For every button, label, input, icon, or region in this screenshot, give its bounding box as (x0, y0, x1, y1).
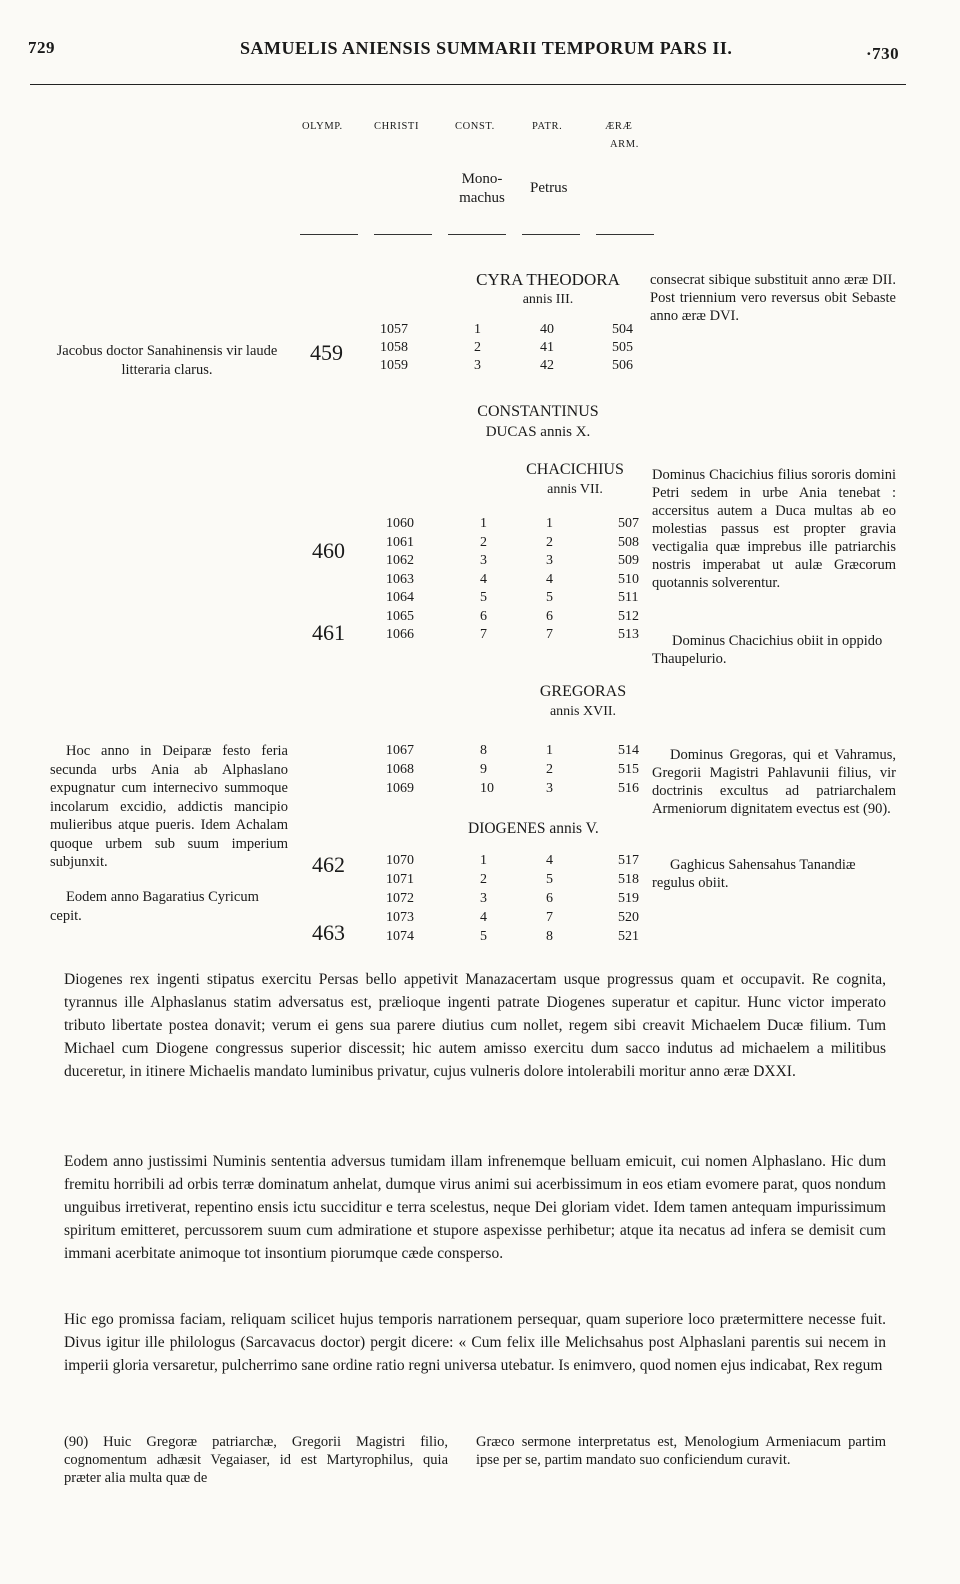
table-row (386, 535, 656, 554)
footnote-right: Græco sermone interpretatus est, Menologium Armeniacum partim ipse per se, partim mandato suo conficiendum curavit. (476, 1434, 886, 1468)
head-const-line1: Mono- (461, 171, 503, 187)
emperor-constantinus (452, 402, 624, 442)
cell-arm: 508 (618, 534, 639, 550)
cell-patr: 3 (546, 781, 553, 796)
olymp-number: 459 (310, 340, 343, 365)
table-block3a (386, 743, 656, 800)
cell-patr: 40 (540, 322, 554, 337)
right-note: Dominus Chacichius filius sororis domini Petri sedem in urbe Ania tenebat : accersitus autem a Duca multas ab eo molestias passus est propter gravia vectigalia quæ imprebus ille patriarchis nostris imperabat ut aulæ Græcorum quotannis solverentur. (652, 467, 896, 591)
col-olymp: OLYMP. (302, 121, 343, 132)
cell-christi: 1068 (386, 762, 414, 777)
cell-arm: 504 (612, 322, 633, 337)
cell-const: 5 (480, 590, 487, 605)
cell-patr: 41 (540, 340, 554, 355)
table-block2 (386, 516, 656, 646)
head-patr-name: Petrus (530, 180, 568, 196)
table-row (386, 872, 656, 891)
emperor-theodora (462, 270, 634, 310)
cell-patr: 5 (546, 872, 553, 887)
cell-arm: 512 (618, 608, 639, 624)
cell-const: 6 (480, 608, 487, 624)
cell-arm: 516 (618, 781, 639, 796)
paragraph: Hic ego promissa faciam, reliquam scilicet hujus temporis narrationem persequar, quam superiore loco prætermittere necesse fuit. Divus igitur ille philologus (Sarcavacus doctor) pergit dicere: « Cum felix ille Melichsahus post Alphaslani parentis sui necem in imperii gloria versaretur, pulcherrimo sane ordine ratio regni universa utebatur. Is enimvero, quod nomen ejus indicabat, Rex regum (64, 1311, 886, 1374)
head-const-name (450, 170, 514, 208)
paragraph: Diogenes rex ingenti stipatus exercitu Persas bello appetivit Manazacertam usque progressus quam et occupavit. Re cognita, tyrannus ille Alphaslanus statim adversatus est, prælioque ingenti patrate Diogenes superatur et capitur. Hunc victor imperato tributo libertate postea donavit; verum ei gens sua parere diutius cum nollet, regem sibi creavit Michaelem Ducæ filium. Tum Michael cum Diogene congressus superior discessit; hic autem amisso exercitu dum sacco indutus ad michaelem a militibus duceretur, in itinere Michaelis mandato luminibus privatur, cujus vulneris dolore intolerabili moritur anno æræ DXXI. (64, 971, 886, 1080)
page-number-right: ·730 (866, 44, 900, 63)
table-row (386, 910, 656, 929)
olymp-number: 460 (312, 538, 345, 563)
cell-christi: 1067 (386, 743, 414, 758)
col-const: CONST. (455, 121, 495, 132)
cell-const: 2 (480, 872, 487, 887)
cell-christi: 1060 (386, 516, 414, 531)
divider-dash (300, 234, 358, 235)
cell-const: 7 (480, 627, 487, 642)
cell-christi: 1070 (386, 853, 414, 868)
olymp-number: 463 (312, 920, 345, 945)
cell-arm: 514 (618, 743, 639, 758)
table-block3b (386, 853, 656, 948)
cell-const: 2 (474, 340, 481, 355)
cell-arm: 519 (618, 891, 639, 906)
right-note: consecrat sibique substituit anno æræ DII. Post triennium vero reversus obit Sebaste anno æræ DVI. (650, 272, 896, 324)
table-row (386, 891, 656, 910)
table-row (386, 743, 656, 762)
running-title: SAMUELIS ANIENSIS SUMMARII TEMPORUM PARS II. (240, 38, 733, 58)
cell-const: 9 (480, 762, 487, 777)
cell-christi: 1062 (386, 553, 414, 568)
cell-patr: 2 (546, 534, 553, 550)
patriarch-years: annis VII. (547, 482, 603, 497)
cell-patr: 4 (546, 571, 553, 587)
right-note-2: Dominus Chacichius obiit in oppido Thaupelurio. (652, 633, 883, 667)
emperor-name: CONSTANTINUS (477, 403, 599, 420)
patriarch-years: annis XVII. (549, 704, 617, 719)
table-row (386, 516, 656, 535)
right-note-2: Gaghicus Sahensahus Tanandiæ regulus obiit. (652, 857, 856, 891)
cell-patr: 8 (546, 929, 553, 944)
cell-christi: 1066 (386, 627, 414, 642)
cell-christi: 1058 (380, 340, 408, 355)
patriarch-name: CHACICHIUS (526, 461, 624, 478)
cell-patr: 42 (540, 358, 554, 373)
table-block1 (380, 322, 650, 376)
header-rule (30, 84, 906, 85)
divider-dash (448, 234, 506, 235)
cell-const: 4 (480, 571, 487, 587)
table-row (380, 322, 650, 340)
cell-const: 1 (474, 322, 481, 337)
cell-const: 1 (480, 516, 487, 531)
cell-christi: 1072 (386, 891, 414, 906)
left-note: Hoc anno in Deiparæ festo feria secunda urbs Ania ab Alphaslano expugnatur cum internecivo summoque incolarum excidio, addictis mancipio mulieribus atque pueris. Idem Achalam quoque urbem sub suum imperium subjunxit. (50, 743, 288, 870)
footnote-left: (90) Huic Gregoræ patriarchæ, Gregorii Magistri filio, cognomentum adhæsit Vegaiaser, id est Martyrophilus, quia præter alia multa quæ de (64, 1434, 448, 1486)
cell-christi: 1059 (380, 358, 408, 373)
cell-patr: 7 (546, 910, 553, 925)
table-row (386, 609, 656, 628)
cell-arm: 511 (618, 590, 639, 605)
cell-patr: 6 (546, 608, 553, 624)
cell-arm: 507 (618, 516, 639, 531)
cell-christi: 1069 (386, 781, 414, 796)
olymp-number: 462 (312, 852, 345, 877)
table-row (386, 853, 656, 872)
head-const-line2: machus (459, 190, 505, 206)
cell-const: 8 (480, 743, 487, 758)
table-row (386, 553, 656, 572)
emperor-years: DUCAS annis X. (485, 424, 591, 440)
cell-patr: 4 (546, 853, 553, 868)
cell-arm: 509 (618, 553, 639, 568)
right-note: Dominus Gregoras, qui et Vahramus, Gregorii Magistri Pahlavunii filius, vir doctrinis excultus ad patriarchalem Armeniorum dignitatem evectus est (90). (652, 747, 896, 817)
divider-dash (596, 234, 654, 235)
cell-patr: 7 (546, 627, 553, 642)
cell-christi: 1063 (386, 571, 414, 587)
cell-patr: 1 (546, 516, 553, 531)
emperor-name: CYRA THEODORA (476, 270, 620, 289)
table-row (386, 590, 656, 609)
cell-arm: 510 (618, 571, 639, 587)
cell-const: 4 (480, 910, 487, 925)
cell-const: 5 (480, 929, 487, 944)
patriarch-chacichius (510, 460, 640, 500)
cell-arm: 521 (618, 929, 639, 944)
cell-arm: 520 (618, 910, 639, 925)
col-aerae: ÆRÆ (605, 121, 633, 132)
cell-arm: 517 (618, 853, 639, 868)
cell-christi: 1071 (386, 872, 414, 887)
table-row (380, 358, 650, 376)
cell-arm: 506 (612, 358, 633, 373)
cell-christi: 1073 (386, 910, 414, 925)
cell-const: 3 (480, 553, 487, 568)
olymp-number: 461 (312, 620, 345, 645)
cell-patr: 3 (546, 553, 553, 568)
cell-const: 2 (480, 534, 487, 550)
cell-arm: 515 (618, 762, 639, 777)
col-patr: PATR. (532, 121, 563, 132)
divider-dash (522, 234, 580, 235)
emperor-years: annis III. (522, 292, 574, 307)
table-row (386, 627, 656, 646)
cell-const: 3 (474, 358, 481, 373)
patriarch-name: GREGORAS (539, 683, 627, 700)
cell-christi: 1061 (386, 534, 414, 550)
table-row (386, 781, 656, 800)
cell-patr: 1 (546, 743, 553, 758)
page-number-left: 729 (28, 38, 55, 57)
table-row (386, 572, 656, 591)
cell-christi: 1057 (380, 322, 408, 337)
cell-christi: 1064 (386, 590, 414, 605)
left-note-2: Eodem anno Bagaratius Cyricum cepit. (50, 889, 259, 924)
cell-christi: 1074 (386, 929, 414, 944)
cell-const: 1 (480, 853, 487, 868)
patriarch-gregoras (520, 682, 646, 722)
cell-arm: 513 (618, 627, 639, 642)
cell-arm: 505 (612, 340, 633, 355)
emperor-diogenes: DIOGENES annis V. (468, 820, 599, 837)
cell-arm: 518 (618, 872, 639, 887)
cell-const: 10 (480, 781, 494, 796)
cell-patr: 6 (546, 891, 553, 906)
paragraph: Eodem anno justissimi Numinis sententia adversus tumidam illam infrenemque belluam emicuit, cui nomen Alphaslano. Hic dum fremitu horribili ad orbis terræ dominatum anhelat, dumque virus animi sui acerbissimum in eos etiam evomere parat, quos nondum unguibus irretiverat, repentino ensis ictu succiditur e terra scelestus, neque Dei gloriam videt. Idem tamen antequam impurissimum spiritum emitteret, percussorem suum cum admiratione et stupore aspexisse perhibetur; atque ita necatus ad infera se demisit cum immani acerbitate animoque tot insontium piorumque cæde consperso. (64, 1153, 886, 1262)
col-christi: CHRISTI (374, 121, 420, 132)
cell-patr: 2 (546, 762, 553, 777)
left-note: Jacobus doctor Sanahinensis vir laude litteraria clarus. (56, 343, 278, 378)
table-row (380, 340, 650, 358)
cell-christi: 1065 (386, 608, 414, 624)
cell-const: 3 (480, 891, 487, 906)
col-arm: ARM. (610, 139, 639, 150)
divider-dash (374, 234, 432, 235)
cell-patr: 5 (546, 590, 553, 605)
table-row (386, 762, 656, 781)
table-row (386, 929, 656, 948)
